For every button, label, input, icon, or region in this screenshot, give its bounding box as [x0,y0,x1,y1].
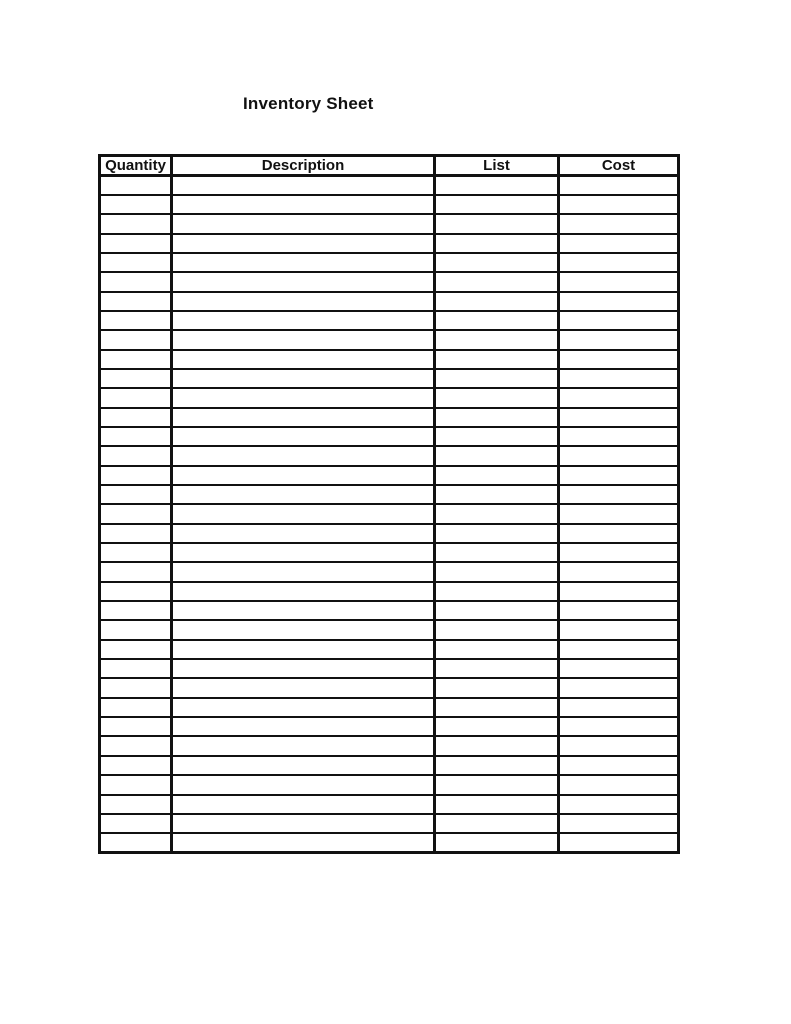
cell-description [172,330,435,349]
table-row [100,330,679,349]
table-row [100,524,679,543]
cell-cost [559,659,679,678]
cell-quantity [100,659,172,678]
cell-quantity [100,388,172,407]
cell-list [435,234,559,253]
cell-list [435,485,559,504]
cell-list [435,698,559,717]
cell-list [435,756,559,775]
cell-cost [559,272,679,291]
table-row [100,408,679,427]
cell-description [172,524,435,543]
cell-cost [559,388,679,407]
cell-cost [559,795,679,814]
page-title: Inventory Sheet [243,94,374,113]
header-row [100,156,679,176]
table-row [100,214,679,233]
cell-cost [559,253,679,272]
cell-list [435,562,559,581]
table-row [100,195,679,214]
cell-list [435,466,559,485]
cell-list [435,369,559,388]
cell-description [172,234,435,253]
cell-quantity [100,504,172,523]
cell-quantity [100,272,172,291]
cell-description [172,833,435,852]
cell-description [172,408,435,427]
cell-description [172,292,435,311]
cell-list [435,582,559,601]
cell-description [172,795,435,814]
cell-description [172,350,435,369]
table-row [100,292,679,311]
cell-description [172,582,435,601]
cell-cost [559,311,679,330]
cell-cost [559,833,679,852]
cell-quantity [100,427,172,446]
table-row [100,582,679,601]
cell-quantity [100,775,172,794]
table-row [100,446,679,465]
column-header-cost: Cost [559,156,679,176]
cell-description [172,311,435,330]
cell-description [172,369,435,388]
table-row [100,253,679,272]
cell-cost [559,408,679,427]
cell-list [435,543,559,562]
column-header-list: List [435,156,559,176]
cell-cost [559,775,679,794]
cell-list [435,446,559,465]
table-row [100,485,679,504]
cell-list [435,601,559,620]
cell-list [435,350,559,369]
cell-cost [559,350,679,369]
cell-description [172,485,435,504]
table-row [100,543,679,562]
cell-cost [559,640,679,659]
cell-quantity [100,369,172,388]
cell-quantity [100,485,172,504]
table-row [100,678,679,697]
table-row [100,717,679,736]
cell-quantity [100,253,172,272]
table-row [100,795,679,814]
cell-description [172,620,435,639]
table-row [100,698,679,717]
cell-cost [559,601,679,620]
cell-cost [559,234,679,253]
cell-quantity [100,678,172,697]
cell-quantity [100,640,172,659]
cell-list [435,427,559,446]
cell-quantity [100,562,172,581]
cell-list [435,214,559,233]
cell-quantity [100,466,172,485]
cell-list [435,504,559,523]
cell-description [172,176,435,195]
cell-quantity [100,214,172,233]
cell-cost [559,214,679,233]
cell-quantity [100,582,172,601]
table-row [100,833,679,852]
cell-list [435,388,559,407]
table-row [100,640,679,659]
cell-quantity [100,814,172,833]
cell-quantity [100,408,172,427]
cell-cost [559,543,679,562]
cell-description [172,195,435,214]
cell-list [435,640,559,659]
cell-quantity [100,601,172,620]
table-row [100,620,679,639]
cell-cost [559,330,679,349]
cell-description [172,427,435,446]
cell-list [435,524,559,543]
cell-list [435,176,559,195]
cell-cost [559,427,679,446]
cell-description [172,562,435,581]
cell-cost [559,717,679,736]
cell-description [172,504,435,523]
cell-description [172,717,435,736]
cell-cost [559,562,679,581]
cell-cost [559,292,679,311]
cell-list [435,408,559,427]
cell-quantity [100,717,172,736]
cell-cost [559,524,679,543]
cell-description [172,388,435,407]
table-row [100,388,679,407]
table-row [100,176,679,195]
cell-quantity [100,620,172,639]
table-row [100,659,679,678]
table-row [100,736,679,755]
inventory-table [98,154,680,854]
table-row [100,350,679,369]
cell-list [435,736,559,755]
cell-list [435,330,559,349]
cell-quantity [100,756,172,775]
cell-cost [559,678,679,697]
cell-cost [559,466,679,485]
cell-quantity [100,698,172,717]
table-row [100,427,679,446]
table-row [100,311,679,330]
cell-description [172,253,435,272]
table-body [100,176,679,853]
cell-list [435,620,559,639]
cell-quantity [100,292,172,311]
cell-cost [559,814,679,833]
cell-quantity [100,195,172,214]
table-row [100,601,679,620]
cell-description [172,466,435,485]
cell-description [172,678,435,697]
cell-description [172,214,435,233]
cell-quantity [100,833,172,852]
cell-cost [559,485,679,504]
cell-list [435,833,559,852]
column-header-description: Description [172,156,435,176]
cell-cost [559,446,679,465]
cell-quantity [100,176,172,195]
cell-quantity [100,543,172,562]
table-row [100,814,679,833]
table-row [100,234,679,253]
table-row [100,504,679,523]
cell-description [172,756,435,775]
cell-description [172,659,435,678]
cell-list [435,292,559,311]
cell-description [172,736,435,755]
cell-description [172,446,435,465]
table-row [100,466,679,485]
cell-description [172,272,435,291]
cell-list [435,678,559,697]
cell-description [172,601,435,620]
cell-quantity [100,350,172,369]
cell-list [435,814,559,833]
table-row [100,756,679,775]
cell-cost [559,369,679,388]
cell-cost [559,582,679,601]
cell-description [172,543,435,562]
cell-list [435,253,559,272]
cell-quantity [100,311,172,330]
cell-description [172,814,435,833]
cell-description [172,640,435,659]
table-row [100,775,679,794]
table-row [100,272,679,291]
cell-list [435,311,559,330]
cell-cost [559,736,679,755]
cell-quantity [100,446,172,465]
cell-quantity [100,736,172,755]
cell-cost [559,756,679,775]
cell-list [435,795,559,814]
table-row [100,369,679,388]
cell-cost [559,195,679,214]
cell-cost [559,176,679,195]
cell-cost [559,620,679,639]
cell-quantity [100,330,172,349]
cell-list [435,659,559,678]
cell-list [435,195,559,214]
cell-quantity [100,795,172,814]
cell-cost [559,698,679,717]
cell-list [435,775,559,794]
cell-description [172,775,435,794]
cell-description [172,698,435,717]
column-header-quantity: Quantity [100,156,172,176]
cell-cost [559,504,679,523]
table-row [100,562,679,581]
cell-quantity [100,234,172,253]
cell-quantity [100,524,172,543]
cell-list [435,717,559,736]
cell-list [435,272,559,291]
